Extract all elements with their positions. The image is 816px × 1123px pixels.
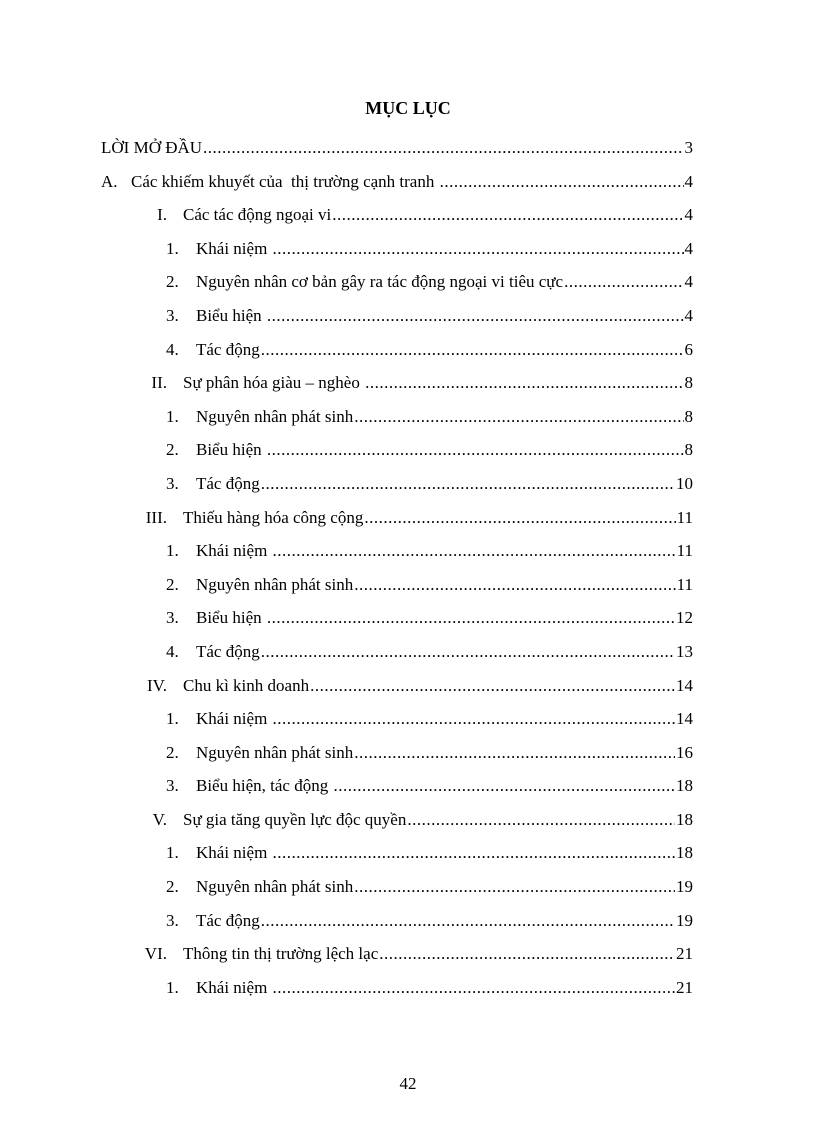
toc-entry[interactable] [101,774,693,808]
toc-entry-number: 1. [166,843,179,863]
dot-leader [354,405,683,429]
toc-entry-page: 13 [676,641,693,661]
dot-leader [261,909,675,933]
toc-entry[interactable] [101,506,693,540]
toc-entry-title: Chu kì kinh doanh [183,675,310,695]
dot-leader [261,640,675,664]
toc-entry-number: 4. [166,339,179,359]
toc-entry-page: 4 [684,272,693,292]
toc-entry-number: 1. [166,541,179,561]
dot-leader [267,438,684,462]
dot-leader [267,606,675,630]
toc-entry[interactable] [101,304,693,338]
toc-entry-number: 4. [166,641,179,661]
toc-entry-number: 2. [166,272,179,292]
toc-entry-number: 2. [166,574,179,594]
toc-entry[interactable] [101,573,693,607]
toc-entry-page: 4 [684,305,693,325]
toc-entry[interactable] [101,875,693,909]
toc-entry-title: Khái niệm [196,541,272,561]
toc-entry[interactable] [101,338,693,372]
toc-entry-page: 19 [676,877,693,897]
dot-leader [273,707,675,731]
toc-entry-number: 1. [166,977,179,997]
toc-entry-page: 11 [676,507,693,527]
toc-entry[interactable] [101,741,693,775]
toc-entry-title: Biểu hiện [196,608,266,628]
toc-entry-number: 1. [166,709,179,729]
toc-entry-title: Sự phân hóa giàu – nghèo [183,373,365,393]
toc-entry-number: I. [157,205,167,225]
toc-entry[interactable] [101,270,693,304]
dot-leader [364,506,675,530]
toc-entry-page: 4 [684,238,693,258]
toc-entry-title: Thông tin thị trường lệch lạc [183,944,379,964]
toc-entry-title: LỜI MỞ ĐẦU [101,138,203,157]
toc-entry-title: Tác động [196,339,260,359]
toc-entry-page: 14 [676,675,693,695]
toc-entry[interactable] [101,976,693,1010]
toc-entry-page: 3 [684,138,693,157]
table-of-contents [101,136,693,1009]
toc-entry-number: III. [145,507,167,527]
dot-leader [333,774,675,798]
toc-entry-title: Biểu hiện [196,440,266,460]
toc-entry-number: 1. [166,406,179,426]
toc-entry-title: Tác động [196,473,260,493]
toc-entry-page: 4 [684,171,693,191]
dot-leader [273,841,675,865]
toc-entry-number: V. [152,809,167,829]
toc-entry-title: Thiếu hàng hóa công cộng [183,507,364,527]
toc-entry-title: Nguyên nhân phát sinh [196,742,354,762]
toc-entry-title: Khái niệm [196,843,272,863]
toc-entry[interactable] [101,237,693,271]
toc-entry-title: Nguyên nhân phát sinh [196,877,354,897]
toc-entry-number: 3. [166,473,179,493]
page-number: 42 [399,1074,417,1093]
toc-entry-number: 2. [166,440,179,460]
toc-entry-title: Khái niệm [196,709,272,729]
dot-leader [273,976,675,1000]
toc-entry-page: 21 [676,944,693,964]
toc-entry[interactable] [101,707,693,741]
toc-entry-title: Biểu hiện, tác động [196,776,333,796]
dot-leader [379,942,675,966]
toc-entry-page: 8 [684,373,693,393]
toc-entry-title: Biểu hiện [196,305,266,325]
toc-entry-number: IV. [147,675,167,695]
dot-leader [365,371,683,395]
toc-entry[interactable] [101,438,693,472]
toc-entry-page: 11 [676,541,693,561]
page-title: MỤC LỤC [365,98,451,118]
toc-entry[interactable] [101,909,693,943]
toc-entry-number: A. [101,171,118,191]
toc-entry-number: 3. [166,776,179,796]
toc-entry-page: 4 [684,205,693,225]
dot-leader [354,741,675,765]
toc-entry-number: 3. [166,910,179,930]
toc-entry-page: 21 [676,977,693,997]
toc-entry[interactable] [101,640,693,674]
toc-entry-page: 16 [676,742,693,762]
dot-leader [354,573,675,597]
dot-leader [203,136,683,160]
toc-entry[interactable] [101,136,693,170]
toc-entry[interactable] [101,808,693,842]
toc-entry-page: 8 [684,440,693,460]
dot-leader [267,304,684,328]
toc-entry-page: 18 [676,843,693,863]
toc-entry-number: 3. [166,608,179,628]
toc-entry[interactable] [101,539,693,573]
toc-entry-page: 12 [676,608,693,628]
toc-entry[interactable] [101,405,693,439]
toc-entry[interactable] [101,203,693,237]
toc-entry[interactable] [101,606,693,640]
toc-entry-page: 6 [684,339,693,359]
dot-leader [332,203,683,227]
toc-entry-page: 18 [676,809,693,829]
toc-entry-number: II. [151,373,167,393]
toc-entry-page: 10 [676,473,693,493]
toc-entry-title: Nguyên nhân cơ bản gây ra tác động ngoại vi tiêu cực [196,272,564,292]
toc-entry[interactable] [101,170,693,204]
dot-leader [261,338,684,362]
toc-entry-number: 2. [166,877,179,897]
toc-entry-title: Tác động [196,910,260,930]
dot-leader [310,674,675,698]
toc-entry-page: 11 [676,574,693,594]
toc-entry-page: 19 [676,910,693,930]
dot-leader [354,875,675,899]
toc-entry[interactable] [101,472,693,506]
toc-entry-title: Các khiếm khuyết của thị trường cạnh tranh [131,171,439,191]
toc-entry-title: Khái niệm [196,977,272,997]
dot-leader [261,472,675,496]
dot-leader [407,808,675,832]
toc-entry-title: Tác động [196,641,260,661]
toc-entry-number: 3. [166,305,179,325]
dot-leader [440,170,684,194]
toc-entry[interactable] [101,841,693,875]
toc-entry-page: 14 [676,709,693,729]
toc-entry-page: 8 [684,406,693,426]
dot-leader [273,237,684,261]
toc-entry[interactable] [101,942,693,976]
dot-leader [564,270,683,294]
toc-entry-title: Khái niệm [196,238,272,258]
dot-leader [273,539,676,563]
toc-entry-title: Các tác động ngoại vi [183,205,332,225]
toc-entry-number: VI. [144,944,167,964]
toc-entry-title: Nguyên nhân phát sinh [196,574,354,594]
toc-entry-title: Nguyên nhân phát sinh [196,406,354,426]
toc-entry-page: 18 [676,776,693,796]
toc-entry-title: Sự gia tăng quyền lực độc quyền [183,809,407,829]
toc-entry[interactable] [101,371,693,405]
toc-entry-number: 1. [166,238,179,258]
toc-entry[interactable] [101,674,693,708]
toc-entry-number: 2. [166,742,179,762]
